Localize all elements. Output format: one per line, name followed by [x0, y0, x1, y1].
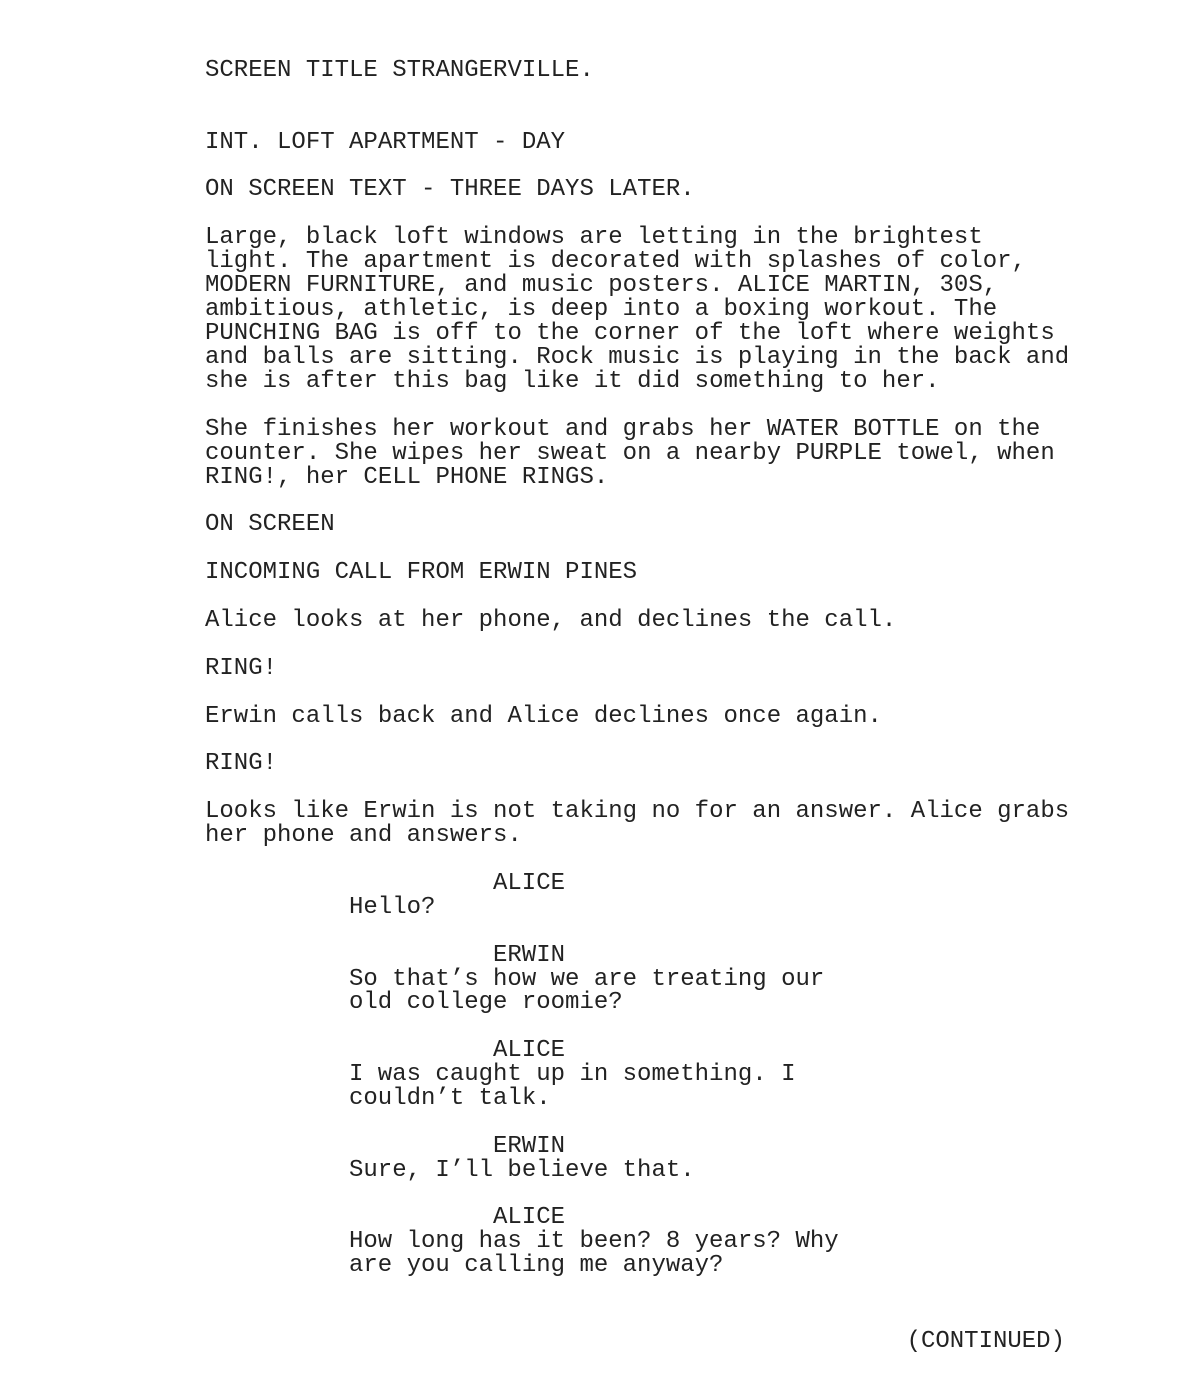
character-name: ALICE [493, 1037, 566, 1064]
scene-heading: INT. LOFT APARTMENT - DAY [205, 129, 566, 156]
on-screen-label: ON SCREEN [205, 511, 335, 538]
dialogue-line: So that’s how we are treating our [349, 966, 825, 993]
continued-marker: (CONTINUED) [906, 1328, 1065, 1355]
character-name: ALICE [493, 1204, 566, 1231]
action-line: Erwin calls back and Alice declines once again. [205, 703, 882, 730]
action-line: and balls are sitting. Rock music is playing in the back and [205, 344, 1070, 371]
action-line: she is after this bag like it did something to her. [205, 368, 940, 395]
on-screen-text: ON SCREEN TEXT - THREE DAYS LATER. [205, 176, 695, 203]
dialogue-line: Sure, I’ll believe that. [349, 1157, 695, 1184]
dialogue-line: How long has it been? 8 years? Why [349, 1228, 839, 1255]
action-line: PUNCHING BAG is off to the corner of the loft where weights [205, 320, 1055, 347]
dialogue-line: Hello? [349, 894, 436, 921]
sound-effect-ring: RING! [205, 655, 278, 682]
action-line: RING!, her CELL PHONE RINGS. [205, 464, 609, 491]
action-line: counter. She wipes her sweat on a nearby PURPLE towel, when [205, 440, 1055, 467]
sound-effect-ring: RING! [205, 750, 278, 777]
character-name: ERWIN [493, 1133, 566, 1160]
action-line: Large, black loft windows are letting in the brightest [205, 224, 983, 251]
screen-title: SCREEN TITLE STRANGERVILLE. [205, 57, 594, 84]
incoming-call-text: INCOMING CALL FROM ERWIN PINES [205, 559, 638, 586]
action-line: Looks like Erwin is not taking no for an answer. Alice grabs [205, 798, 1070, 825]
character-name: ALICE [493, 870, 566, 897]
character-name: ERWIN [493, 942, 566, 969]
dialogue-line: old college roomie? [349, 989, 623, 1016]
dialogue-line: I was caught up in something. I [349, 1061, 796, 1088]
action-line: ambitious, athletic, is deep into a boxing workout. The [205, 296, 998, 323]
action-line: She finishes her workout and grabs her WATER BOTTLE on the [205, 416, 1041, 443]
action-line: Alice looks at her phone, and declines the call. [205, 607, 897, 634]
action-line: MODERN FURNITURE, and music posters. ALICE MARTIN, 30S, [205, 272, 998, 299]
dialogue-line: are you calling me anyway? [349, 1252, 724, 1279]
action-line: her phone and answers. [205, 822, 522, 849]
action-line: light. The apartment is decorated with splashes of color, [205, 248, 1026, 275]
dialogue-line: couldn’t talk. [349, 1085, 551, 1112]
